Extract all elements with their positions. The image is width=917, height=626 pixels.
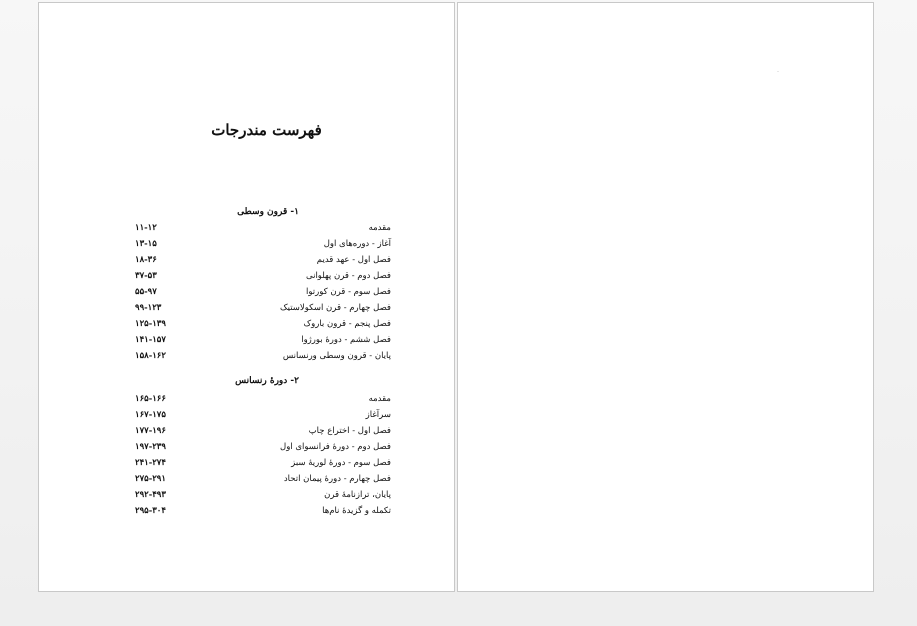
toc-entry-pages: ۱۷۷-۱۹۶ [135, 426, 166, 436]
toc-entry [135, 271, 391, 285]
toc-entry-title: فصل اول - عهد قدیم [316, 255, 391, 265]
toc-entry-pages: ۲۹۵-۳۰۴ [135, 506, 166, 516]
toc-entry-pages: ۱۶۷-۱۷۵ [135, 410, 166, 420]
toc-entry [135, 303, 391, 317]
left-page [38, 2, 455, 592]
toc-entry [135, 410, 391, 424]
toc-entry-title: فصل دوم - دورهٔ فرانسوای اول [280, 442, 391, 452]
toc-entry-title: فصل اول - اختراع چاپ [308, 426, 391, 436]
toc-entry-title: فصل پنجم - قرون باروک [303, 319, 391, 329]
toc-entry [135, 351, 391, 365]
toc-entry-title: پایان، ترازنامهٔ قرن [324, 490, 391, 500]
toc-entry-pages: ۲۴۱-۲۷۴ [135, 458, 166, 468]
toc-entry-pages: ۵۵-۹۷ [135, 287, 157, 297]
toc-entry-pages: ۱۲۵-۱۳۹ [135, 319, 166, 329]
toc-entry-pages: ۱۱-۱۲ [135, 223, 157, 233]
toc-entry-title: تکمله و گزیدهٔ نام‌ها [322, 506, 391, 516]
toc-entry-pages: ۱۹۷-۲۳۹ [135, 442, 166, 452]
toc-entry [135, 458, 391, 472]
toc-entry [135, 239, 391, 253]
toc-entry [135, 319, 391, 333]
toc-entry-pages: ۱۶۵-۱۶۶ [135, 394, 166, 404]
toc-entry [135, 490, 391, 504]
toc-entry [135, 394, 391, 408]
toc-entry [135, 506, 391, 520]
toc-entry-pages: ۱۴۱-۱۵۷ [135, 335, 166, 345]
toc-entry-title: فصل چهارم - قرن اسکولاستیک [280, 303, 391, 313]
toc-entry-title: مقدمه [368, 223, 391, 233]
toc-entry-pages: ۱۳-۱۵ [135, 239, 157, 249]
toc-entry-title: فصل سوم - دورهٔ لوریهٔ سبز [291, 458, 391, 468]
toc-entry-title: آغاز - دوره‌های اول [323, 239, 391, 249]
toc-entry-title: پایان - قرون وسطی ورنسانس [282, 351, 391, 361]
toc-entry-pages: ۱۵۸-۱۶۲ [135, 351, 166, 361]
toc-entry-pages: ۱۸-۳۶ [135, 255, 157, 265]
right-page [457, 2, 874, 592]
toc-entry-title: فصل چهارم - دورهٔ پیمان اتحاد [283, 474, 391, 484]
toc-entry [135, 442, 391, 456]
toc-entry [135, 287, 391, 301]
toc-entry-title: مقدمه [368, 394, 391, 404]
section-heading: ۲- دورهٔ رنسانس [235, 376, 299, 386]
toc-entry-title: سرآغاز [365, 410, 391, 420]
toc-entry-pages: ۲۷۵-۲۹۱ [135, 474, 166, 484]
toc-entry-title: فصل ششم - دورهٔ بورژوا [301, 335, 391, 345]
section-heading: ۱- قرون وسطی [237, 207, 299, 217]
toc-entry-title: فصل سوم - قرن کورتوا [306, 287, 391, 297]
toc-entry [135, 223, 391, 237]
toc-entry [135, 426, 391, 440]
toc-entry [135, 474, 391, 488]
toc-entry-title: فصل دوم - قرن پهلوانی [306, 271, 391, 281]
page-mark [777, 71, 779, 72]
toc-entry-pages: ۲۹۲-۴۹۳ [135, 490, 166, 500]
toc-entry [135, 255, 391, 269]
toc-title: فهرست مندرجات [211, 121, 322, 139]
toc-entry-pages: ۳۷-۵۳ [135, 271, 157, 281]
toc-entry-pages: ۹۹-۱۲۳ [135, 303, 162, 313]
toc-entry [135, 335, 391, 349]
